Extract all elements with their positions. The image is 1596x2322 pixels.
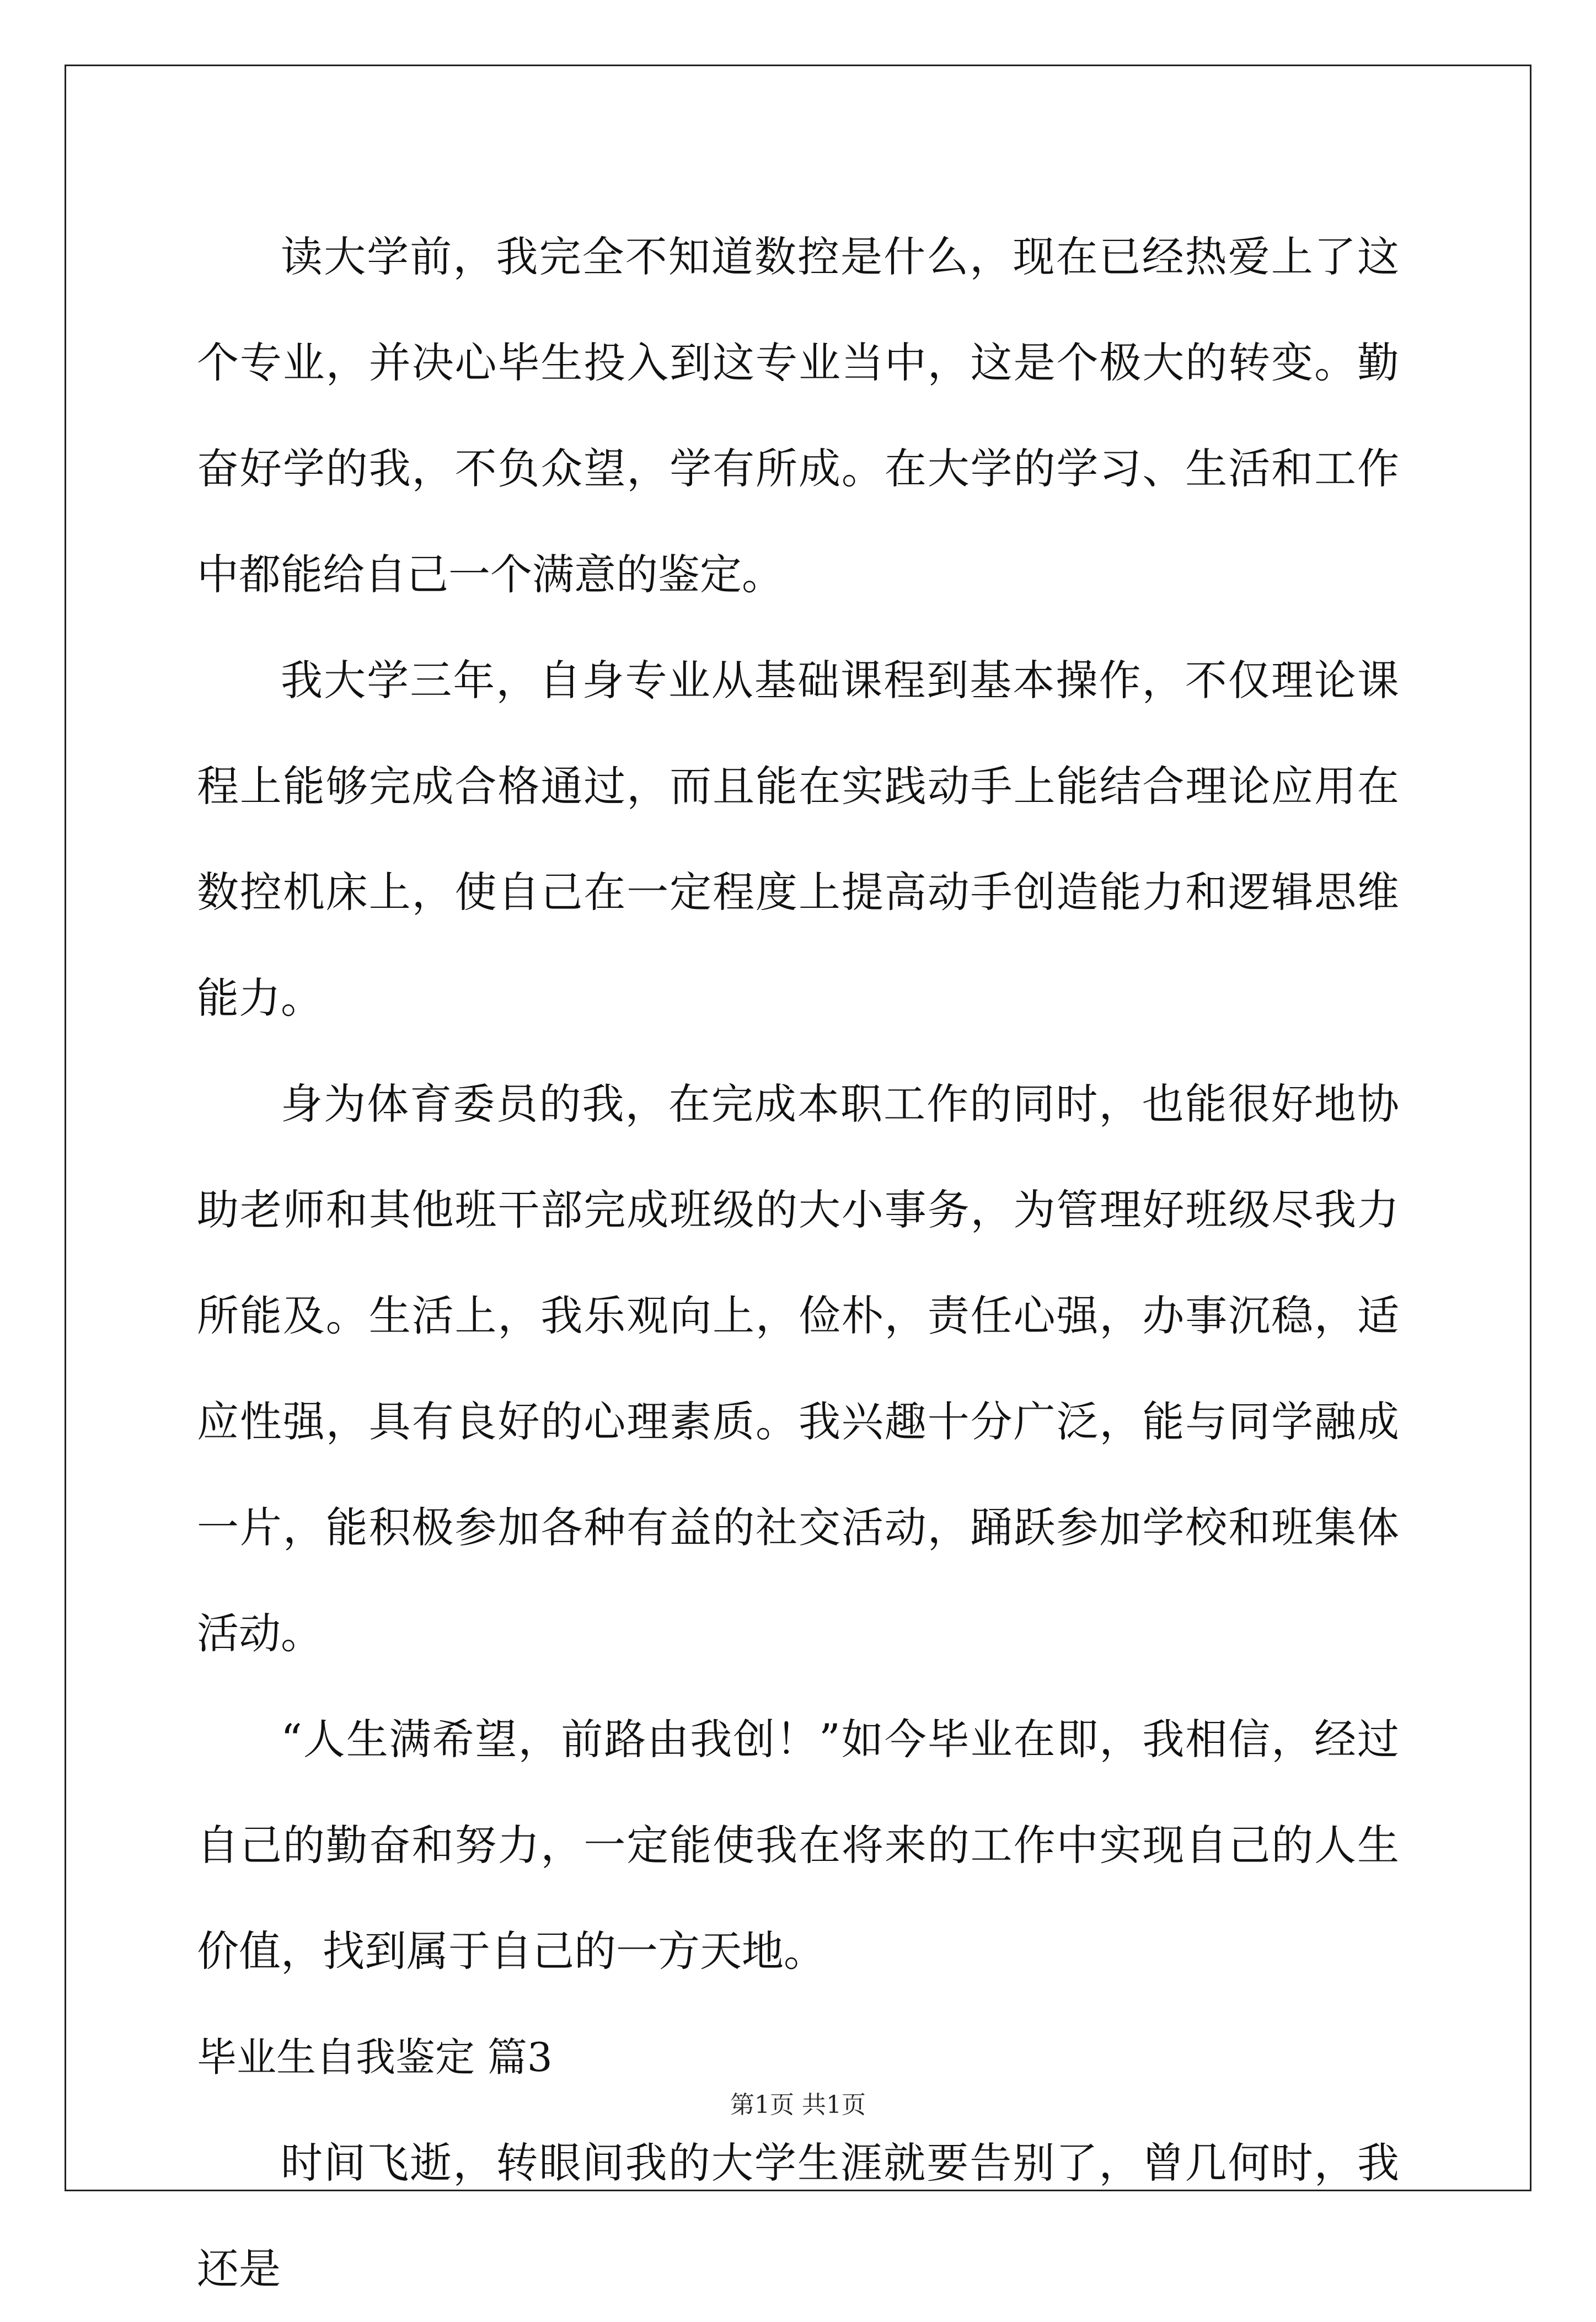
page-footer: 第1页 共1页 [730,2091,866,2119]
paragraph-3: 身为体育委员的我，在完成本职工作的同时，也能很好地协助老师和其他班干部完成班级的大小事务，为管理好班级尽我力所能及。生活上，我乐观向上，俭朴，责任心强，办事沉稳，适应性强，具有良好的心理素质。我兴趣十分广泛，能与同学融成一片，能积极参加各种有益的社交活动，踊跃参加学校和班集体活动。 [197,1079,1399,1658]
paragraph-2: 我大学三年，自身专业从基础课程到基本操作，不仅理论课程上能够完成合格通过，而且能在实践动手上能结合理论应用在数控机床上，使自己在一定程度上提高动手创造能力和逻辑思维能力。 [197,656,1399,1023]
section-heading: 毕业生自我鉴定 篇3 [197,2034,553,2080]
paragraph-1: 读大学前，我完全不知道数控是什么，现在已经热爱上了这个专业，并决心毕生投入到这专业当中，这是个极大的转变。勤奋好学的我，不负众望，学有所成。在大学的学习、生活和工作中都能给自己一个满意的鉴定。 [197,232,1399,599]
document-body [197,204,1399,2322]
paragraph-5: 时间飞逝，转眼间我的大学生涯就要告别了，曾几何时，我还是 [197,2138,1399,2293]
paragraph-4: “人生满希望，前路由我创！”如今毕业在即，我相信，经过自己的勤奋和努力，一定能使我在将来的工作中实现自己的人生价值，找到属于自己的一方天地。 [197,1715,1399,1976]
